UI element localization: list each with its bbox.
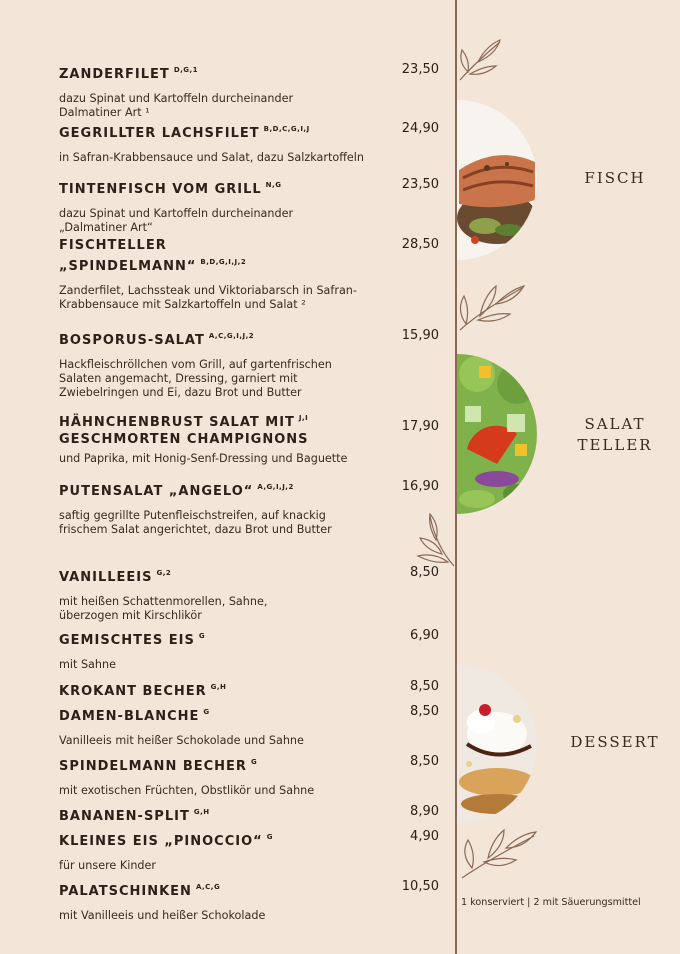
dish-price: 16,90 xyxy=(401,479,439,494)
dish-name: KROKANT BECHER $^{G,H}$ xyxy=(59,683,227,699)
salad-photo xyxy=(457,354,537,514)
dish-description: mit Vanilleeis und heißer Schokolade xyxy=(59,909,266,922)
dish-name: FISCHTELLER „SPINDELMANN“ $^{B,D,G,I,J,2}$ xyxy=(59,238,247,274)
dish-price: 4,90 xyxy=(410,829,439,844)
allergen-codes: B,D,C,G,I,J xyxy=(263,125,310,133)
menu-item-spindelmann-becher xyxy=(59,754,439,798)
dish-description: in Safran-Krabbensauce und Salat, dazu Salzkartoffeln xyxy=(59,151,364,164)
dish-price: 8,50 xyxy=(410,679,439,694)
dish-name: PUTENSALAT „ANGELO“ $^{A,G,I,J,2}$ xyxy=(59,483,294,499)
dish-name: GEGRILLTER LACHSFILET $^{B,D,C,G,I,J}$ xyxy=(59,125,310,141)
dish-name: PALATSCHINKEN $^{A,C,G}$ xyxy=(59,883,221,899)
leaf-branch-icon xyxy=(458,822,538,882)
menu-item-damen-blanche xyxy=(59,704,439,748)
dish-description: Zanderfilet, Lachssteak und Viktoriabarsch in Safran- Krabbensauce mit Salzkartoffeln und Salat ² xyxy=(59,284,357,311)
footnote: 1 konserviert | 2 mit Säuerungsmittel xyxy=(461,897,641,908)
dish-description: mit Sahne xyxy=(59,658,116,671)
menu-item-putensalat xyxy=(59,479,439,537)
dish-price: 23,50 xyxy=(401,177,439,192)
dish-price: 28,50 xyxy=(401,237,439,252)
dish-price: 8,90 xyxy=(410,804,439,819)
menu-item-gemischtes-eis xyxy=(59,628,439,672)
menu-item-kleines-eis xyxy=(59,829,439,873)
menu-item-zanderfilet xyxy=(59,62,439,120)
dish-name: SPINDELMANN BECHER $^G$ xyxy=(59,758,258,774)
allergen-codes: D,G,1 xyxy=(173,66,199,74)
allergen-codes: G xyxy=(198,632,206,640)
dish-name: ZANDERFILET $^{D,G,1}$ xyxy=(59,66,199,82)
category-salat-teller: SALAT TELLER xyxy=(577,415,653,454)
allergen-codes: A,G,I,J,2 xyxy=(257,483,294,491)
allergen-codes: J,I xyxy=(298,414,309,422)
dish-price: 24,90 xyxy=(401,121,439,136)
dish-name: TINTENFISCH VOM GRILL $^{N,G}$ xyxy=(59,181,282,197)
allergen-codes: G,H xyxy=(193,808,210,816)
menu-item-lachsfilet xyxy=(59,121,439,165)
allergen-codes: G xyxy=(203,708,210,716)
leaf-branch-icon xyxy=(412,512,456,570)
dish-price: 17,90 xyxy=(401,419,439,434)
allergen-codes: N,G xyxy=(265,181,282,189)
dish-description: dazu Spinat und Kartoffeln durcheinander Dalmatiner Art ¹ xyxy=(59,92,294,119)
allergen-codes: A,C,G,I,J,2 xyxy=(208,332,255,340)
fish-photo xyxy=(457,100,537,260)
dish-description: für unsere Kinder xyxy=(59,859,156,872)
dish-name: BANANEN-SPLIT $^{G,H}$ xyxy=(59,808,210,824)
dish-description: saftig gegrillte Putenfleischstreifen, auf knackig frischem Salat angerichtet, dazu Brot und Butter xyxy=(59,509,332,536)
menu-item-bananen-split xyxy=(59,804,439,825)
dish-price: 8,50 xyxy=(410,754,439,769)
dessert-photo xyxy=(457,664,537,824)
leaf-branch-icon xyxy=(456,280,526,336)
category-fisch: FISCH xyxy=(584,169,646,187)
menu-item-krokant-becher xyxy=(59,679,439,700)
dish-price: 6,90 xyxy=(410,628,439,643)
category-dessert: DESSERT xyxy=(570,733,660,751)
menu-item-vanilleeis xyxy=(59,565,439,623)
leaf-branch-icon xyxy=(456,36,506,86)
menu-item-fischteller xyxy=(59,237,439,312)
dish-name: VANILLEEIS $^{G,2}$ xyxy=(59,569,172,585)
dish-description: dazu Spinat und Kartoffeln durcheinander „Dalmatiner Art“ xyxy=(59,207,294,234)
dish-name: GEMISCHTES EIS $^G$ xyxy=(59,632,206,648)
allergen-codes: B,D,G,I,J,2 xyxy=(200,258,247,266)
allergen-codes: G xyxy=(250,758,258,766)
allergen-codes: A,C,G xyxy=(195,883,221,891)
dish-price: 8,50 xyxy=(410,565,439,580)
dish-price: 15,90 xyxy=(401,328,439,343)
menu-item-tintenfisch xyxy=(59,177,439,235)
dish-description: und Paprika, mit Honig-Senf-Dressing und Baguette xyxy=(59,452,348,465)
dish-price: 23,50 xyxy=(401,62,439,77)
dish-name: KLEINES EIS „PINOCCIO“ $^G$ xyxy=(59,833,273,849)
dish-price: 10,50 xyxy=(401,879,439,894)
dish-name: HÄHNCHENBRUST SALAT MIT $^{J,I}$ GESCHMORTEN CHAMPIGNONS xyxy=(59,414,309,447)
menu-item-haehnchenbrust-salat xyxy=(59,410,439,466)
allergen-codes: G xyxy=(266,833,273,841)
dish-name: BOSPORUS-SALAT $^{A,C,G,I,J,2}$ xyxy=(59,332,255,348)
dish-description: mit exotischen Früchten, Obstlikör und Sahne xyxy=(59,784,315,797)
menu-item-palatschinken xyxy=(59,879,439,923)
dish-name: DAMEN-BLANCHE $^G$ xyxy=(59,708,210,724)
dish-description: mit heißen Schattenmorellen, Sahne, überzogen mit Kirschlikör xyxy=(59,595,268,622)
menu-item-bosporus-salat xyxy=(59,328,439,400)
allergen-codes: G,2 xyxy=(156,569,172,577)
dish-description: Vanilleeis mit heißer Schokolade und Sahne xyxy=(59,734,304,747)
dish-price: 8,50 xyxy=(410,704,439,719)
allergen-codes: G,H xyxy=(210,683,227,691)
dish-description: Hackfleischröllchen vom Grill, auf gartenfrischen Salaten angemacht, Dressing, garniert mit Zwiebelringen und Ei, dazu Brot und Butter xyxy=(59,358,332,399)
